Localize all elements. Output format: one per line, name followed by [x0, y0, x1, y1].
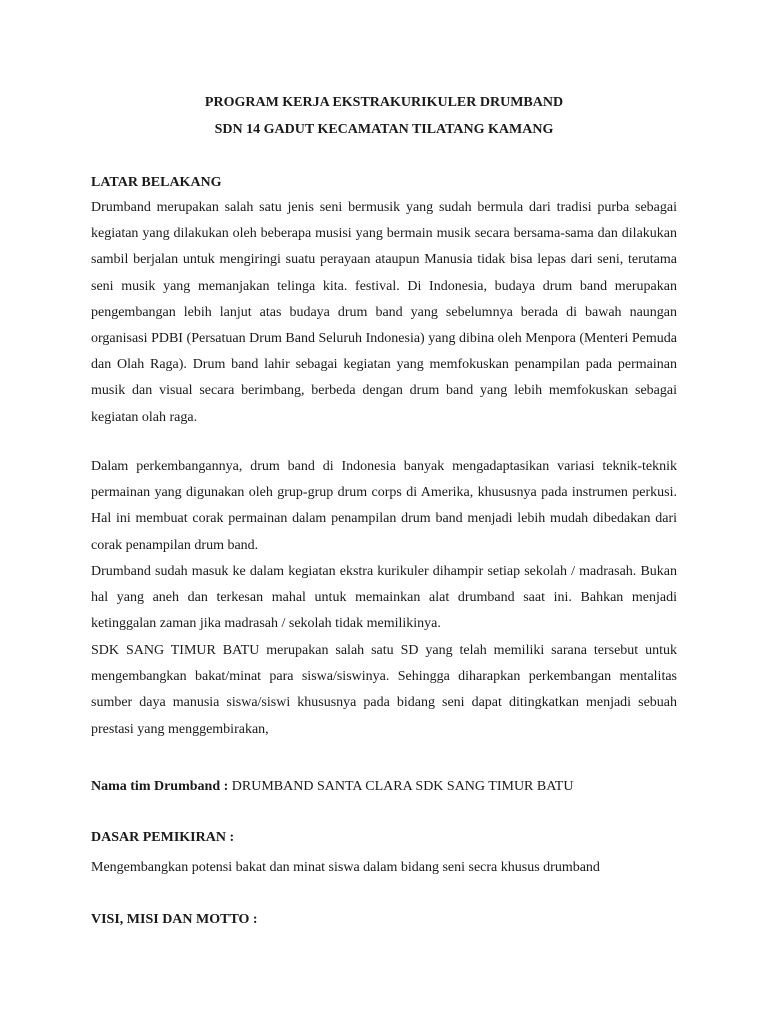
- document-title-line-1: PROGRAM KERJA EKSTRAKURIKULER DRUMBAND: [204, 95, 564, 110]
- team-name-line: [91, 778, 573, 796]
- team-name-value: DRUMBAND SANTA CLARA SDK SANG TIMUR BATU: [228, 779, 574, 794]
- dasar-pemikiran-heading: DASAR PEMIKIRAN :: [91, 830, 235, 845]
- latar-belakang-paragraph-4: SDK SANG TIMUR BATU merupakan salah satu SD yang telah memiliki sarana tersebut untuk mengembangkan bakat/minat para siswa/siswinya. Sehingga diharapkan perkembangan mentalitas sumber daya manusia siswa/siswi khususnya pada bidang seni dapat ditingkatkan menjadi sebuah prestasi yang menggembirakan,: [91, 643, 677, 737]
- visi-misi-motto-heading: VISI, MISI DAN MOTTO :: [91, 912, 258, 927]
- document-title-line-2: SDN 14 GADUT KECAMATAN TILATANG KAMANG: [214, 122, 554, 137]
- team-name-label: Nama tim Drumband :: [91, 779, 229, 794]
- latar-belakang-heading: LATAR BELAKANG: [91, 175, 222, 190]
- latar-belakang-paragraph-2: Dalam perkembangannya, drum band di Indonesia banyak mengadaptasikan variasi teknik-teknik permainan yang digunakan oleh grup-grup drum corps di Amerika, khususnya pada instrumen perkusi. Hal ini membuat corak permainan dalam penampilan drum band menjadi lebih mudah dibedakan dari corak penampilan drum band.: [91, 459, 677, 553]
- latar-belakang-paragraph-1: Drumband merupakan salah satu jenis seni bermusik yang sudah bermula dari tradisi purba sebagai kegiatan yang dilakukan oleh beberapa musisi yang bermain musik secara bersama-sama dan dilakukan sambil berjalan untuk mengiringi suatu perayaan ataupun Manusia tidak bisa lepas dari seni, terutama seni musik yang memanjakan telinga kita. festival. Di Indonesia, budaya drum band merupakan pengembangan lebih lanjut atas budaya drum band yang sebelumnya berada di bawah naungan organisasi PDBI (Persatuan Drum Band Seluruh Indonesia) yang dibina oleh Menpora (Menteri Pemuda dan Olah Raga). Drum band lahir sebagai kegiatan yang memfokuskan penampilan pada permainan musik dan visual secara berimbang, berbeda dengan drum band yang lebih memfokuskan sebagai kegiatan olah raga.: [91, 200, 677, 425]
- dasar-pemikiran-text: Mengembangkan potensi bakat dan minat siswa dalam bidang seni secra khusus drumband: [91, 860, 600, 875]
- latar-belakang-paragraph-3: Drumband sudah masuk ke dalam kegiatan ekstra kurikuler dihampir setiap sekolah / madrasah. Bukan hal yang aneh dan terkesan mahal untuk memainkan alat drumband saat ini. Bahkan menjadi ketinggalan zaman jika madrasah / sekolah tidak memilikinya.: [91, 564, 677, 632]
